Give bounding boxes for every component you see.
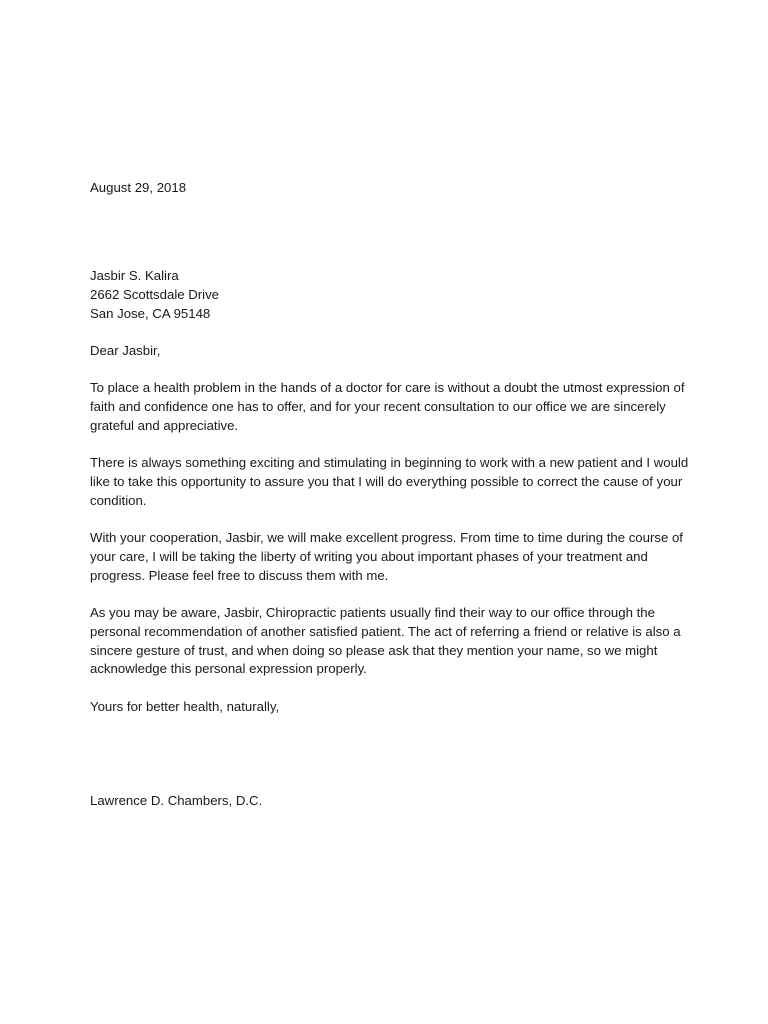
body-paragraph-4 (90, 604, 680, 679)
signer-name: Lawrence D. Chambers, D.C. (90, 793, 263, 808)
body-paragraph-3 (90, 529, 683, 585)
paragraph-line: progress. Please feel free to discuss them with me. (90, 567, 389, 583)
salutation-text: Dear Jasbir, (90, 343, 161, 358)
complimentary-closing (90, 698, 680, 717)
recipient-address (90, 267, 680, 323)
paragraph-line: There is always something exciting and stimulating in beginning to work with a new patient and I would (90, 455, 689, 470)
paragraph-line: With your cooperation, Jasbir, we will make excellent progress. From time to time during the course of (90, 530, 683, 545)
paragraph-line: grateful and appreciative. (90, 417, 239, 433)
paragraph-line: faith and confidence one has to offer, and for your recent consultation to our office we are sincerely (90, 398, 666, 414)
paragraph-line: personal recommendation of another satisfied patient. The act of referring a friend or relative is also a (90, 623, 681, 639)
body-paragraph-1 (90, 379, 685, 435)
recipient-street: 2662 Scottsdale Drive (90, 286, 220, 302)
paragraph-line: acknowledge this personal expression properly. (90, 661, 367, 677)
paragraph-line: As you may be aware, Jasbir, Chiropractic patients usually find their way to our office through the (90, 605, 655, 620)
recipient-name: Jasbir S. Kalira (90, 268, 179, 283)
salutation (90, 342, 680, 361)
paragraph-line: To place a health problem in the hands of a doctor for care is without a doubt the utmost expression of (90, 380, 685, 395)
date-text: August 29, 2018 (90, 180, 187, 195)
recipient-city-state-zip: San Jose, CA 95148 (90, 305, 211, 321)
signature-block (90, 792, 680, 811)
letter-date (90, 179, 680, 198)
paragraph-line: condition. (90, 492, 147, 508)
body-paragraph-2 (90, 454, 689, 510)
paragraph-line: sincere gesture of trust, and when doing so please ask that they mention your name, so we might (90, 642, 658, 658)
closing-text: Yours for better health, naturally, (90, 699, 280, 714)
paragraph-line: like to take this opportunity to assure you that I will do everything possible to correct the cause of your (90, 473, 683, 489)
paragraph-line: your care, I will be taking the liberty of writing you about important phases of your treatment and (90, 548, 648, 564)
